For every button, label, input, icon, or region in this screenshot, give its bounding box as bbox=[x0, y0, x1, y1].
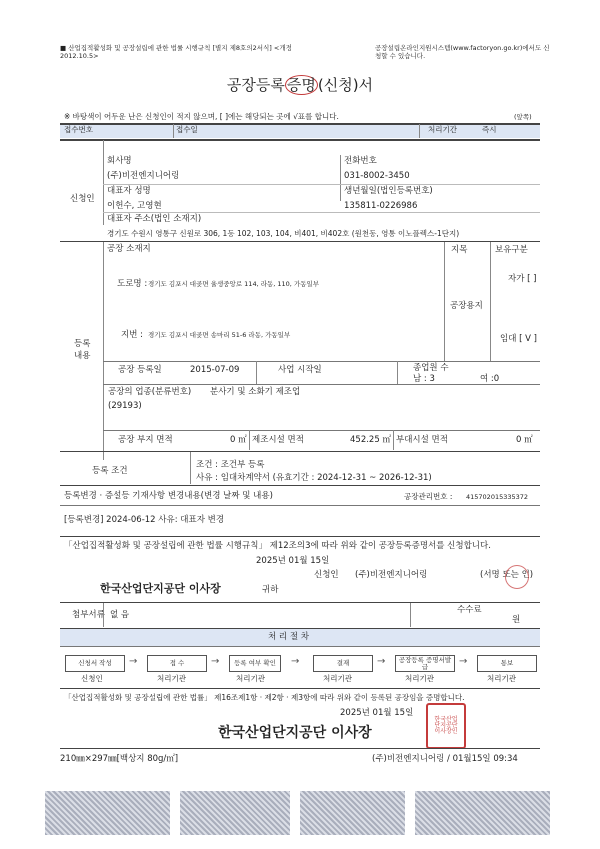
registration-date-label: 공장 등록일 bbox=[118, 365, 162, 375]
title-suffix: (신청)서 bbox=[317, 76, 374, 94]
security-pattern-4 bbox=[415, 791, 550, 835]
receipt-date-label: 접수일 bbox=[176, 125, 198, 134]
title-circled: 증명 bbox=[286, 76, 316, 94]
security-pattern-3 bbox=[300, 791, 405, 835]
receipt-row bbox=[60, 123, 540, 138]
official-seal bbox=[426, 703, 466, 749]
security-pattern-1 bbox=[45, 791, 170, 835]
applicant-seal bbox=[505, 565, 529, 589]
process-step-3: 등록 여부 확인 bbox=[229, 655, 281, 672]
certification-statement: 「산업집적활성화 및 공장설립에 관한 법률」 제16조제1항 · 제2항 · 제3항에 따라 위와 같이 등록된 공장임을 증명합니다. bbox=[64, 693, 465, 702]
sub-area-value: 0 ㎡ bbox=[516, 435, 533, 445]
process-step-1-actor: 신청인 bbox=[81, 674, 103, 683]
site-area-value: 0 ㎡ bbox=[230, 435, 247, 445]
signature-label: (서명 또는 인) bbox=[480, 570, 534, 580]
applicant-value: (주)비전엔지니어링 bbox=[355, 570, 428, 580]
conditions-label: 등록 조건 bbox=[92, 466, 128, 476]
process-step-5-actor: 처리기관 bbox=[405, 674, 434, 683]
arrow-icon: → bbox=[129, 656, 138, 667]
registration-date-value: 2015-07-09 bbox=[190, 365, 240, 375]
application-date: 2025년 01월 15일 bbox=[256, 556, 330, 566]
changes-header: 등록변경 · 증설등 기재사항 변경내용(변경 날짜 및 내용) bbox=[64, 491, 273, 501]
process-step-6: 통보 bbox=[477, 655, 537, 672]
mgmt-number-label: 공장관리번호 : bbox=[404, 492, 453, 501]
process-header: 처 리 절 차 bbox=[268, 632, 309, 642]
process-step-5: 공장등록 증명서발급 bbox=[395, 655, 455, 672]
employees-label: 종업원 수 bbox=[413, 363, 449, 373]
processing-period-label: 처리기간 bbox=[428, 125, 457, 134]
process-step-2-actor: 처리기관 bbox=[157, 674, 186, 683]
attachments-value: 없 음 bbox=[110, 610, 130, 620]
employees-female: 여 :0 bbox=[480, 374, 500, 384]
applicant-section-label: 신청인 bbox=[70, 194, 95, 204]
conditions-line-1: 조건 : 조건부 등록 bbox=[196, 460, 265, 470]
mfg-area-value: 452.25 ㎡ bbox=[350, 435, 391, 445]
sub-area-label: 부대시설 면적 bbox=[396, 435, 448, 445]
recipient: 한국산업단지공단 이사장 bbox=[100, 582, 221, 595]
site-area-label: 공장 부지 면적 bbox=[118, 435, 173, 445]
lot-address-value: 경기도 김포시 대곶면 송마리 51-6 라동, 가동일부 bbox=[148, 331, 291, 339]
jimok-label: 지목 bbox=[451, 245, 468, 255]
road-address-label: 도로명 : bbox=[117, 279, 148, 289]
phone-value: 031-8002-3450 bbox=[344, 171, 410, 181]
process-step-1: 신청서 작성 bbox=[65, 655, 125, 672]
arrow-icon: → bbox=[291, 656, 300, 667]
issuer-name: 한국산업단지공단 이사장 bbox=[218, 725, 372, 741]
process-step-4: 결재 bbox=[313, 655, 373, 672]
process-step-4-actor: 처리기관 bbox=[323, 674, 352, 683]
conditions-line-2: 사유 : 임대차계약서 (유효기간 : 2024-12-31 ~ 2026-12-31) bbox=[196, 473, 432, 483]
law-reference: ■ 산업집적활성화 및 공장설립에 관한 법률 시행규칙 [별지 제8호의2서식] <개정 2012.10.5> bbox=[60, 44, 292, 61]
receipt-number-label: 접수번호 bbox=[64, 125, 93, 134]
industry-label: 공장의 업종(분류번호) bbox=[108, 387, 192, 397]
issue-info: (주)비전엔지니어링 / 01월15일 09:34 bbox=[372, 754, 518, 764]
paper-spec: 210㎜×297㎜[백상지 80g/㎡] bbox=[60, 754, 179, 764]
employees-male: 남 : 3 bbox=[413, 374, 435, 384]
birth-reg-label: 생년월일(법인등록번호) bbox=[344, 186, 433, 196]
process-step-3-actor: 처리기관 bbox=[236, 674, 265, 683]
change-entry: [등록변경] 2024-06-12 사유: 대표자 변경 bbox=[64, 515, 225, 525]
process-step-2: 접 수 bbox=[147, 655, 207, 672]
certification-date: 2025년 01월 15일 bbox=[340, 708, 414, 718]
processing-period-value: 즉시 bbox=[482, 125, 497, 134]
company-name-label: 회사명 bbox=[107, 156, 132, 166]
online-system-note: 공장설립온라인지원시스템(www.factoryon.go.kr)에서도 신청할 수 있습니다. bbox=[375, 44, 550, 61]
recipient-suffix: 귀하 bbox=[262, 585, 279, 595]
company-name-value: (주)비전엔지니어링 bbox=[107, 171, 180, 181]
business-start-label: 사업 시작일 bbox=[278, 365, 322, 375]
birth-reg-value: 135811-0226986 bbox=[344, 201, 418, 211]
page-side-label: (앞쪽) bbox=[514, 113, 532, 121]
owned-option: 자가 [ ] bbox=[508, 274, 537, 284]
registration-section-label-2: 내용 bbox=[74, 351, 91, 361]
representative-value: 이헌수, 고영현 bbox=[107, 201, 162, 211]
lot-address-label: 지번 : bbox=[121, 330, 143, 340]
arrow-icon: → bbox=[377, 656, 386, 667]
industry-value: 분사기 및 소화기 제조업 bbox=[210, 387, 301, 397]
page-title bbox=[0, 74, 600, 95]
form-notice: ※ 바탕색이 어두운 난은 신청인이 적지 않으며, [ ]에는 해당되는 곳에 √표를 합니다. bbox=[64, 112, 339, 121]
industry-code: (29193) bbox=[108, 401, 142, 411]
ownership-label: 보유구분 bbox=[495, 245, 528, 255]
applicant-label: 신청인 bbox=[314, 570, 339, 580]
mgmt-number-value: 415702015335372 bbox=[466, 493, 529, 501]
address-label: 대표자 주소(법인 소재지) bbox=[107, 214, 202, 224]
application-statement: 「산업집적활성화 및 공장설립에 관한 법률 시행규칙」 제12조의3에 따라 위와 같이 공장등록증명서를 신청합니다. bbox=[64, 541, 491, 551]
road-address-value: 경기도 김포시 대곶면 율생중앙로 114, 라동, 110, 가동일부 bbox=[148, 280, 320, 288]
official-seal-text: 한국산업단지공단이사장인 bbox=[434, 715, 458, 736]
leased-option: 임대 [ V ] bbox=[500, 334, 537, 344]
representative-label: 대표자 성명 bbox=[107, 186, 151, 196]
fee-unit: 원 bbox=[512, 615, 521, 625]
title-main: 공장등록 bbox=[226, 76, 285, 94]
attachments-label: 첨부서류 bbox=[72, 610, 105, 620]
registration-section-label-1: 등록 bbox=[74, 339, 91, 349]
fee-label: 수수료 bbox=[457, 605, 482, 615]
arrow-icon: → bbox=[211, 656, 220, 667]
address-value: 경기도 수원시 영통구 신원로 306, 1동 102, 103, 104, 비401, 비402호 (원천동, 영통 이노플렉스-1단지) bbox=[107, 229, 460, 238]
phone-label: 전화번호 bbox=[344, 156, 377, 166]
jimok-value: 공장용지 bbox=[450, 301, 483, 311]
mfg-area-label: 제조시설 면적 bbox=[252, 435, 304, 445]
factory-location-label: 공장 소재지 bbox=[107, 244, 151, 254]
process-step-6-actor: 처리기관 bbox=[487, 674, 516, 683]
arrow-icon: → bbox=[459, 656, 468, 667]
security-pattern-2 bbox=[180, 791, 290, 835]
